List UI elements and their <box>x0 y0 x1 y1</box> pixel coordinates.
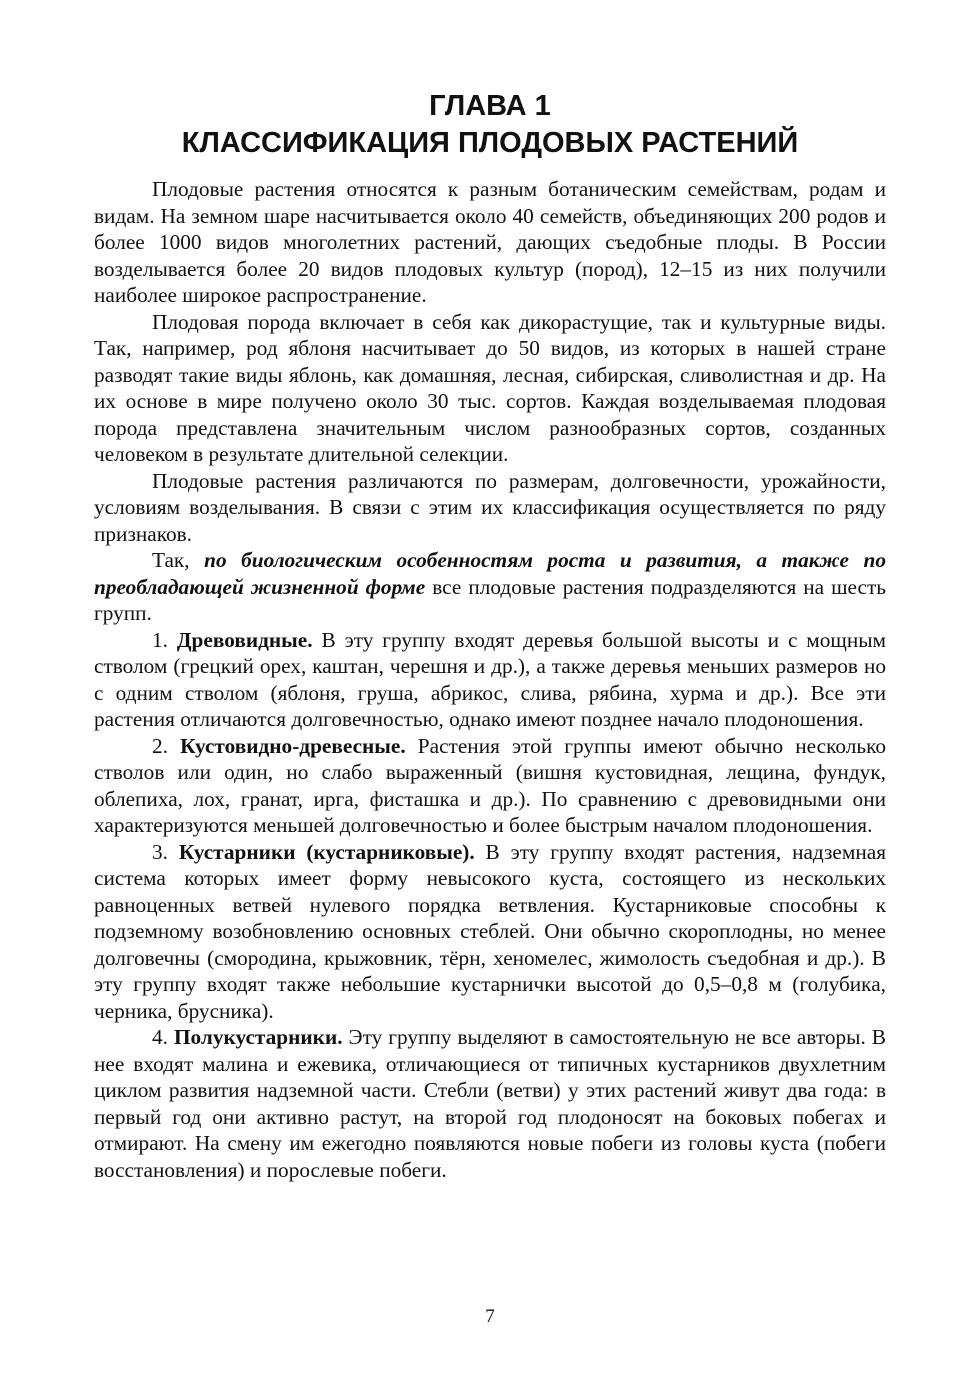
group-text: В эту группу входят растения, надземная система которых имеет форму невысокого куста, состоящего из нескольких равноценных ветвей нулевого порядка ветвления. Кустарниковые способны к подземному возобновлению основных стеблей. Они обычно скороплодны, но менее долговечны (смородина, крыжовник, тёрн, хеномелес, жимолость съедобная и др.). В эту группу входят также небольшие кустарнички высотой до 0,5–0,8 м (голубика, черника, брусника). <box>94 839 887 1023</box>
group-number: 3. <box>152 839 179 864</box>
chapter-number: ГЛАВА 1 <box>429 90 551 122</box>
groups-intro-start: Так, <box>152 548 205 572</box>
group-item <box>94 1024 886 1183</box>
groups-intro-end: все плодовые растения подразделяются на шесть групп. <box>94 574 886 625</box>
groups-intro-emphasis: по биологическим особенностям роста и развития, а также по преобладающей жизненной форме <box>94 548 886 599</box>
page-number: 7 <box>485 1306 495 1327</box>
group-text: Эту группу выделяют в самостоятельную не все авторы. В нее входят малина и ежевика, отличающиеся от типичных кустарников двухлетним циклом развития надземной части. Стебли (ветви) у этих растений живут два года: в первый год они активно растут, на второй год плодоносят на боковых побегах и отмирают. На смену им ежегодно появляются новые побеги из головы куста (побеги восстановления) и порослевые побеги. <box>94 1025 886 1182</box>
group-term: Полукустарники. <box>173 1025 343 1049</box>
paragraph-groups-intro <box>94 547 886 627</box>
paragraph-species: Плодовая порода включает в себя как дикорастущие, так и культурные виды. Так, например, род яблоня насчитывает до 50 видов, из которых в нашей стране разводят такие виды яблонь, как домашняя, лесная, сибирская, сливолистная и др. На их основе в мире получено около 30 тыс. сортов. Каждая возделываемая плодовая порода представлена значительным числом разнообразных сортов, созданных человеком в результате длительной селекции. <box>94 309 886 466</box>
group-item <box>94 839 886 1025</box>
group-term: Кустовидно-древесные. <box>180 733 406 758</box>
group-text: Растения этой группы имеют обычно несколько стволов или один, но слабо выраженный (вишня кустовидная, лещина, фундук, облепиха, лох, гранат, ирга, фисташка и др.). По сравнению с древовидными они характеризуются меньшей долговечностью и более быстрым началом плодоношения. <box>94 733 886 837</box>
body-text <box>94 176 886 1183</box>
page-content <box>94 88 886 1183</box>
group-number: 1. <box>152 627 177 652</box>
group-number: 4. <box>152 1025 174 1049</box>
paragraph-intro: Плодовые растения относятся к разным ботаническим семействам, родам и видам. На земном шаре насчитывается около 40 семейств, объединяющих 200 родов и более 1000 видов многолетних растений, дающих съедобные плоды. В России возделывается более 20 видов плодовых культур (пород), 12–15 из них получили наиболее широкое распространение. <box>94 177 886 307</box>
chapter-heading <box>94 88 886 162</box>
chapter-title: КЛАССИФИКАЦИЯ ПЛОДОВЫХ РАСТЕНИЙ <box>181 127 799 159</box>
group-term: Древовидные. <box>176 627 313 652</box>
group-text: В эту группу входят деревья большой высоты и с мощным стволом (грецкий орех, каштан, черешня и др.), а также деревья меньших размеров но с одним стволом (яблоня, груша, абрикос, слива, рябина, хурма и др.). Все эти растения отличаются долговечностью, однако имеют позднее начало плодоношения. <box>94 627 887 731</box>
group-item <box>94 627 886 733</box>
group-term: Кустарники (кустарниковые). <box>178 839 475 864</box>
group-item <box>94 733 886 839</box>
paragraph-classification: Плодовые растения различаются по размерам, долговечности, урожайности, условиям возделывания. В связи с этим их классификация осуществляется по ряду признаков. <box>94 468 886 546</box>
group-number: 2. <box>152 733 181 758</box>
